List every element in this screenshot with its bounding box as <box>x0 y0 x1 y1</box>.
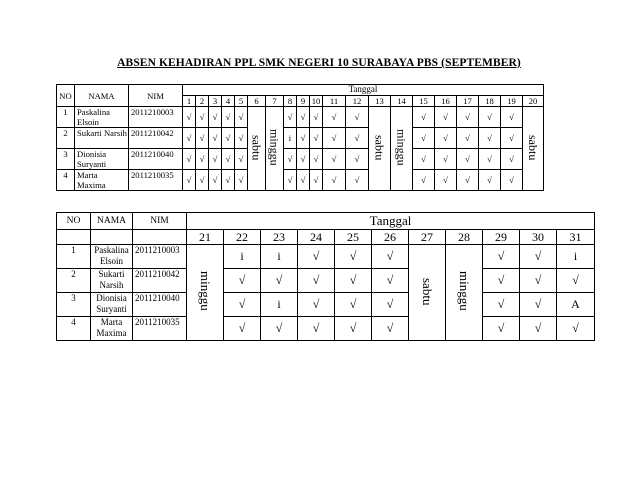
attendance-mark: √ <box>235 149 248 170</box>
student-name: Dionisia Suryanti <box>91 293 133 317</box>
day-header: 3 <box>209 96 222 107</box>
attendance-mark: √ <box>457 107 479 128</box>
attendance-mark: √ <box>520 269 557 293</box>
attendance-mark: √ <box>435 170 457 191</box>
row-no: 3 <box>57 293 91 317</box>
attendance-mark: √ <box>209 128 222 149</box>
col-header-nama: NAMA <box>75 85 129 107</box>
holiday-label: minggu <box>198 271 213 312</box>
day-header: 31 <box>557 230 595 245</box>
student-nim: 2011210042 <box>129 128 183 149</box>
attendance-mark: √ <box>209 170 222 191</box>
table-row <box>57 293 595 317</box>
attendance-mark: √ <box>183 170 196 191</box>
holiday-cell-minggu <box>446 245 483 341</box>
row-no: 2 <box>57 269 91 293</box>
attendance-mark: √ <box>310 170 323 191</box>
attendance-mark: √ <box>479 149 501 170</box>
attendance-mark: √ <box>222 170 235 191</box>
day-header: 5 <box>235 96 248 107</box>
day-header: 6 <box>248 96 266 107</box>
student-name: Sukarti Narsih <box>75 128 129 149</box>
student-name: Sukarti Narsih <box>91 269 133 293</box>
col-header-nim: NIM <box>129 85 183 107</box>
day-header: 27 <box>409 230 446 245</box>
attendance-mark: √ <box>457 170 479 191</box>
student-nim: 2011210042 <box>133 269 187 293</box>
attendance-mark: √ <box>335 269 372 293</box>
attendance-mark: √ <box>310 149 323 170</box>
col-header-nim: NIM <box>133 213 187 230</box>
day-header: 2 <box>196 96 209 107</box>
row-no: 2 <box>57 128 75 149</box>
attendance-mark: √ <box>346 107 369 128</box>
student-nim: 2011210040 <box>133 293 187 317</box>
attendance-mark: √ <box>298 269 335 293</box>
attendance-mark: √ <box>483 293 520 317</box>
student-nim: 2011210035 <box>129 170 183 191</box>
student-name: Paskalina Elsoin <box>75 107 129 128</box>
holiday-cell-minggu <box>187 245 224 341</box>
table-row <box>57 269 595 293</box>
holiday-cell-minggu <box>391 107 413 191</box>
attendance-mark: √ <box>261 269 298 293</box>
attendance-mark: √ <box>323 128 346 149</box>
day-header: 22 <box>224 230 261 245</box>
day-header: 8 <box>284 96 297 107</box>
attendance-mark: √ <box>457 128 479 149</box>
attendance-mark: √ <box>479 107 501 128</box>
holiday-cell-sabtu <box>369 107 391 191</box>
day-header: 29 <box>483 230 520 245</box>
attendance-mark: √ <box>346 170 369 191</box>
attendance-mark: √ <box>183 107 196 128</box>
attendance-mark: √ <box>224 317 261 341</box>
day-header: 17 <box>457 96 479 107</box>
attendance-mark: i <box>557 245 595 269</box>
col-header-no: NO <box>57 85 75 107</box>
day-header: 23 <box>261 230 298 245</box>
day-header: 25 <box>335 230 372 245</box>
attendance-mark: √ <box>323 107 346 128</box>
attendance-mark: √ <box>298 293 335 317</box>
table-row <box>57 107 544 128</box>
attendance-mark: √ <box>501 149 523 170</box>
attendance-mark: √ <box>483 269 520 293</box>
attendance-mark: √ <box>235 128 248 149</box>
attendance-mark: √ <box>323 149 346 170</box>
holiday-label: minggu <box>394 129 409 166</box>
student-name: Marta Maxima <box>75 170 129 191</box>
holiday-label: sabtu <box>249 134 264 161</box>
day-header: 16 <box>435 96 457 107</box>
day-header: 28 <box>446 230 483 245</box>
attendance-mark: √ <box>183 128 196 149</box>
col-header-tanggal: Tanggal <box>183 85 544 96</box>
attendance-mark: √ <box>557 269 595 293</box>
attendance-mark: i <box>284 128 297 149</box>
table-row <box>57 245 595 269</box>
col-header-no: NO <box>57 213 91 230</box>
day-header: 1 <box>183 96 196 107</box>
attendance-mark: √ <box>346 149 369 170</box>
attendance-mark: √ <box>284 107 297 128</box>
holiday-label: sabtu <box>420 277 435 305</box>
attendance-mark: A <box>557 293 595 317</box>
table-row <box>57 170 544 191</box>
attendance-mark: √ <box>372 269 409 293</box>
attendance-mark: √ <box>501 170 523 191</box>
row-no: 4 <box>57 317 91 341</box>
day-header: 14 <box>391 96 413 107</box>
attendance-mark: √ <box>297 128 310 149</box>
attendance-mark: √ <box>196 128 209 149</box>
attendance-mark: √ <box>413 107 435 128</box>
holiday-label: sabtu <box>526 134 540 161</box>
table-row <box>57 149 544 170</box>
student-name: Marta Maxima <box>91 317 133 341</box>
row-no: 1 <box>57 245 91 269</box>
attendance-mark: √ <box>297 149 310 170</box>
attendance-mark: √ <box>196 149 209 170</box>
page-title: ABSEN KEHADIRAN PPL SMK NEGERI 10 SURABAYA PBS (SEPTEMBER) <box>117 57 521 69</box>
student-name: Dionisia Suryanti <box>75 149 129 170</box>
day-header: 15 <box>413 96 435 107</box>
attendance-mark: √ <box>196 107 209 128</box>
attendance-mark: √ <box>297 107 310 128</box>
student-nim: 2011210035 <box>133 317 187 341</box>
attendance-mark: √ <box>310 107 323 128</box>
row-no: 1 <box>57 107 75 128</box>
attendance-mark: √ <box>479 170 501 191</box>
attendance-mark: √ <box>483 245 520 269</box>
attendance-mark: √ <box>224 269 261 293</box>
day-header: 24 <box>298 230 335 245</box>
student-nim: 2011210003 <box>129 107 183 128</box>
attendance-mark: √ <box>520 317 557 341</box>
col-header-tanggal: Tanggal <box>187 213 595 230</box>
attendance-mark: √ <box>435 128 457 149</box>
day-header: 21 <box>187 230 224 245</box>
day-header: 11 <box>323 96 346 107</box>
day-header: 18 <box>479 96 501 107</box>
attendance-mark: √ <box>557 317 595 341</box>
attendance-mark: √ <box>346 128 369 149</box>
attendance-mark: √ <box>222 149 235 170</box>
student-name: Paskalina Elsoin <box>91 245 133 269</box>
attendance-mark: √ <box>413 170 435 191</box>
attendance-mark: √ <box>284 170 297 191</box>
row-no: 3 <box>57 149 75 170</box>
student-nim: 2011210003 <box>133 245 187 269</box>
attendance-mark: √ <box>479 128 501 149</box>
col-header-nama: NAMA <box>91 213 133 230</box>
day-header: 20 <box>523 96 544 107</box>
attendance-mark: √ <box>222 128 235 149</box>
attendance-mark: √ <box>372 317 409 341</box>
day-header: 13 <box>369 96 391 107</box>
attendance-mark: √ <box>413 149 435 170</box>
attendance-mark: √ <box>284 149 297 170</box>
table-row <box>57 317 595 341</box>
attendance-mark: √ <box>413 128 435 149</box>
attendance-mark: √ <box>335 293 372 317</box>
attendance-table-1 <box>56 84 544 191</box>
day-header: 10 <box>310 96 323 107</box>
attendance-mark: √ <box>457 149 479 170</box>
attendance-mark: √ <box>501 128 523 149</box>
attendance-mark: √ <box>323 170 346 191</box>
day-header: 12 <box>346 96 369 107</box>
day-header: 9 <box>297 96 310 107</box>
table-row <box>57 128 544 149</box>
attendance-mark: i <box>261 293 298 317</box>
holiday-cell-sabtu <box>409 245 446 341</box>
attendance-mark: i <box>261 245 298 269</box>
attendance-mark: √ <box>520 245 557 269</box>
attendance-mark: √ <box>235 107 248 128</box>
attendance-mark: √ <box>222 107 235 128</box>
holiday-label: sabtu <box>372 134 387 161</box>
day-header: 26 <box>372 230 409 245</box>
attendance-mark: √ <box>297 170 310 191</box>
attendance-mark: √ <box>520 293 557 317</box>
student-nim: 2011210040 <box>129 149 183 170</box>
attendance-mark: i <box>224 245 261 269</box>
attendance-mark: √ <box>372 245 409 269</box>
attendance-mark: √ <box>196 170 209 191</box>
attendance-mark: √ <box>224 293 261 317</box>
blank-cell <box>57 230 91 245</box>
attendance-mark: √ <box>435 107 457 128</box>
attendance-mark: √ <box>209 149 222 170</box>
attendance-mark: √ <box>372 293 409 317</box>
day-header: 7 <box>266 96 284 107</box>
attendance-table-2 <box>56 212 595 341</box>
attendance-mark: √ <box>483 317 520 341</box>
attendance-mark: √ <box>335 245 372 269</box>
day-header: 19 <box>501 96 523 107</box>
attendance-mark: √ <box>501 107 523 128</box>
holiday-cell-minggu <box>266 107 284 191</box>
holiday-cell-sabtu <box>248 107 266 191</box>
attendance-mark: √ <box>235 170 248 191</box>
row-no: 4 <box>57 170 75 191</box>
holiday-cell-sabtu <box>523 107 544 191</box>
holiday-label: minggu <box>457 271 472 312</box>
attendance-mark: √ <box>298 245 335 269</box>
attendance-mark: √ <box>183 149 196 170</box>
attendance-mark: √ <box>310 128 323 149</box>
holiday-label: minggu <box>267 129 282 166</box>
attendance-mark: √ <box>335 317 372 341</box>
blank-cell <box>91 230 133 245</box>
blank-cell <box>133 230 187 245</box>
attendance-mark: √ <box>209 107 222 128</box>
attendance-mark: √ <box>261 317 298 341</box>
day-header: 30 <box>520 230 557 245</box>
attendance-mark: √ <box>435 149 457 170</box>
attendance-mark: √ <box>298 317 335 341</box>
day-header: 4 <box>222 96 235 107</box>
